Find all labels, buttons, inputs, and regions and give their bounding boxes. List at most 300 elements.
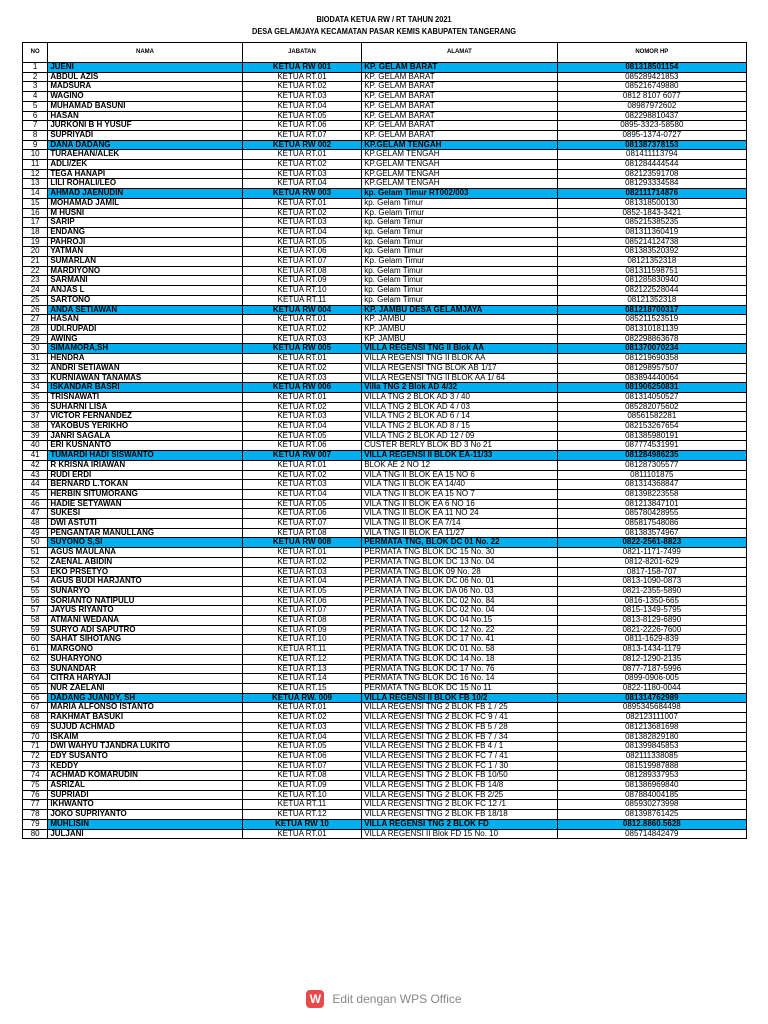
cell-nama: ZAENAL ABIDIN bbox=[48, 557, 242, 567]
cell-hp: 082153267654 bbox=[557, 422, 746, 432]
cell-alamat: VILA TNG II BLOK EA 11/27 bbox=[362, 528, 557, 538]
cell-hp: 081314368847 bbox=[557, 480, 746, 490]
cell-hp: 081285830940 bbox=[557, 276, 746, 286]
cell-no: 24 bbox=[23, 286, 48, 296]
cell-no: 74 bbox=[23, 771, 48, 781]
cell-nama: JUENI bbox=[48, 63, 242, 73]
table-row bbox=[23, 121, 747, 131]
table-row bbox=[23, 499, 747, 509]
cell-nama: JURKONI B H YUSUF bbox=[48, 121, 242, 131]
cell-hp: 0811101875 bbox=[557, 470, 746, 480]
cell-hp: 081387378153 bbox=[557, 140, 746, 150]
cell-jabatan: KETUA RT.13 bbox=[242, 664, 361, 674]
cell-jabatan: KETUA RT.11 bbox=[242, 645, 361, 655]
cell-alamat: VILLA REGENSI TNG II BLOK AA 1/ 64 bbox=[362, 373, 557, 383]
cell-hp: 0822-2561-8823 bbox=[557, 538, 746, 548]
cell-jabatan: KETUA RT.12 bbox=[242, 654, 361, 664]
table-row bbox=[23, 790, 747, 800]
cell-alamat: Kp. Gelam Timur bbox=[362, 257, 557, 267]
cell-hp: 085780428955 bbox=[557, 509, 746, 519]
cell-hp: 082123591708 bbox=[557, 169, 746, 179]
table-row bbox=[23, 800, 747, 810]
cell-alamat: KP.GELAM TENGAH bbox=[362, 160, 557, 170]
table-row bbox=[23, 519, 747, 529]
cell-jabatan: KETUA RT.05 bbox=[242, 237, 361, 247]
cell-nama: LILI ROHALI/LEO bbox=[48, 179, 242, 189]
table-row bbox=[23, 276, 747, 286]
cell-alamat: kp. Gelam Timur RT002/003 bbox=[362, 189, 557, 199]
cell-alamat: PERMATA TNG BLOK DC 06 No. 01 bbox=[362, 577, 557, 587]
cell-hp: 081906250831 bbox=[557, 383, 746, 393]
cell-alamat: KP. GELAM BARAT bbox=[362, 63, 557, 73]
cell-nama: SUNARYO bbox=[48, 586, 242, 596]
cell-no: 38 bbox=[23, 422, 48, 432]
cell-hp: 082123111007 bbox=[557, 713, 746, 723]
table-row bbox=[23, 451, 747, 461]
document-subtitle: DESA GELAMJAYA KECAMATAN PASAR KEMIS KABUPATEN TANGERANG bbox=[252, 27, 516, 36]
cell-nama: SARIP bbox=[48, 218, 242, 228]
cell-nama: SUMARLAN bbox=[48, 257, 242, 267]
cell-nama: JAYUS RIYANTO bbox=[48, 606, 242, 616]
table-row bbox=[23, 635, 747, 645]
cell-no: 6 bbox=[23, 111, 48, 121]
cell-no: 35 bbox=[23, 392, 48, 402]
table-row bbox=[23, 567, 747, 577]
cell-nama: SARTONO bbox=[48, 295, 242, 305]
cell-alamat: VILLA TNG 2 BLOK AD 3 / 40 bbox=[362, 392, 557, 402]
cell-no: 56 bbox=[23, 596, 48, 606]
cell-no: 26 bbox=[23, 305, 48, 315]
cell-alamat: VILLA REGENSI TNG II BLOK AA bbox=[362, 354, 557, 364]
cell-jabatan: KETUA RT.08 bbox=[242, 616, 361, 626]
cell-nama: RUDI ERDI bbox=[48, 470, 242, 480]
table-row bbox=[23, 160, 747, 170]
cell-alamat: KP. GELAM BARAT bbox=[362, 101, 557, 111]
cell-hp: 0815-1349-5795 bbox=[557, 606, 746, 616]
cell-alamat: PERMATA TNG BLOK DC 15 No. 30 bbox=[362, 548, 557, 558]
cell-nama: JOKO SUPRIYANTO bbox=[48, 810, 242, 820]
cell-no: 50 bbox=[23, 538, 48, 548]
cell-no: 62 bbox=[23, 654, 48, 664]
cell-jabatan: KETUA RT.11 bbox=[242, 295, 361, 305]
cell-no: 73 bbox=[23, 761, 48, 771]
cell-nama: ISKANDAR BASRI bbox=[48, 383, 242, 393]
cell-nama: IKHWANTO bbox=[48, 800, 242, 810]
table-row bbox=[23, 489, 747, 499]
cell-alamat: KP. JAMBU bbox=[362, 324, 557, 334]
table-row bbox=[23, 625, 747, 635]
table-row bbox=[23, 538, 747, 548]
cell-alamat: VILLA REGENSI TNG 2 BLOK FB 2/25 bbox=[362, 790, 557, 800]
table-row bbox=[23, 577, 747, 587]
cell-jabatan: KETUA RT.14 bbox=[242, 674, 361, 684]
cell-jabatan: KETUA RT.05 bbox=[242, 742, 361, 752]
cell-nama: ISKAIM bbox=[48, 732, 242, 742]
cell-nama: R KRISNA IRIAWAN bbox=[48, 460, 242, 470]
table-row bbox=[23, 130, 747, 140]
cell-jabatan: KETUA RW 004 bbox=[242, 305, 361, 315]
table-row bbox=[23, 509, 747, 519]
cell-alamat: Villa TNG 2 Blok AD 4/32 bbox=[362, 383, 557, 393]
cell-jabatan: KETUA RT.02 bbox=[242, 160, 361, 170]
cell-alamat: VILLA REGENSI TNG 2 BLOK FC 9 / 41 bbox=[362, 713, 557, 723]
table-row bbox=[23, 722, 747, 732]
cell-jabatan: KETUA RT.05 bbox=[242, 431, 361, 441]
cell-jabatan: KETUA RT.02 bbox=[242, 470, 361, 480]
cell-hp: 081213847101 bbox=[557, 499, 746, 509]
cell-no: 33 bbox=[23, 373, 48, 383]
table-row bbox=[23, 742, 747, 752]
cell-alamat: kp. Gelam Timur bbox=[362, 247, 557, 257]
cell-alamat: kp. Gelam Timur bbox=[362, 286, 557, 296]
cell-nama: UDI.RUPADI bbox=[48, 324, 242, 334]
cell-hp: 081385980191 bbox=[557, 431, 746, 441]
table-row bbox=[23, 305, 747, 315]
table-row bbox=[23, 480, 747, 490]
cell-nama: HERBIN SITUMORANG bbox=[48, 489, 242, 499]
cell-no: 64 bbox=[23, 674, 48, 684]
cell-no: 10 bbox=[23, 150, 48, 160]
table-row bbox=[23, 528, 747, 538]
table-row bbox=[23, 92, 747, 102]
cell-hp: 081370070234 bbox=[557, 344, 746, 354]
cell-nama: AGUS MAULANA bbox=[48, 548, 242, 558]
cell-alamat: VILLA REGENSI II Blok FD 15 No. 10 bbox=[362, 829, 557, 839]
cell-alamat: VILLA TNG 2 BLOK AD 4 / 03 bbox=[362, 402, 557, 412]
cell-alamat: VILLA REGENSI TNG 2 BLOK FB 7 / 34 bbox=[362, 732, 557, 742]
cell-hp: 0822-1180-0044 bbox=[557, 684, 746, 694]
cell-alamat: VILLA REGENSI II BLOK FB 10/2 bbox=[362, 693, 557, 703]
cell-no: 17 bbox=[23, 218, 48, 228]
cell-no: 48 bbox=[23, 519, 48, 529]
cell-alamat: PERMATA TNG BLOK DC 12 No. 22 bbox=[362, 625, 557, 635]
table-row bbox=[23, 392, 747, 402]
table-row bbox=[23, 548, 747, 558]
table-row bbox=[23, 829, 747, 839]
cell-nama: TURAEHAN/ALEK bbox=[48, 150, 242, 160]
cell-alamat: KP.GELAM TENGAH bbox=[362, 150, 557, 160]
cell-jabatan: KETUA RT.02 bbox=[242, 363, 361, 373]
cell-nama: PAHROJI bbox=[48, 237, 242, 247]
cell-jabatan: KETUA RT.05 bbox=[242, 111, 361, 121]
wps-footer[interactable] bbox=[0, 990, 768, 1008]
cell-hp: 0895345684498 bbox=[557, 703, 746, 713]
cell-alamat: kp. Gelam Timur bbox=[362, 266, 557, 276]
cell-jabatan: KETUA RT.03 bbox=[242, 722, 361, 732]
cell-hp: 085211523519 bbox=[557, 315, 746, 325]
cell-no: 79 bbox=[23, 819, 48, 829]
cell-alamat: VILA TNG II BLOK EA 14/40 bbox=[362, 480, 557, 490]
cell-nama: ADLI/ZEK bbox=[48, 160, 242, 170]
table-row bbox=[23, 431, 747, 441]
cell-no: 11 bbox=[23, 160, 48, 170]
cell-hp: 081311360419 bbox=[557, 227, 746, 237]
cell-jabatan: KETUA RT.10 bbox=[242, 286, 361, 296]
cell-no: 70 bbox=[23, 732, 48, 742]
cell-hp: 08561582281 bbox=[557, 412, 746, 422]
cell-hp: 0877-7187-5996 bbox=[557, 664, 746, 674]
cell-nama: DWI WAHYU TJANDRA LUKITO bbox=[48, 742, 242, 752]
cell-alamat: VILA TNG II BLOK EA 15 NO 6 bbox=[362, 470, 557, 480]
cell-alamat: VILLA REGENSI TNG II Blok AA bbox=[362, 344, 557, 354]
cell-hp: 0813-1090-0873 bbox=[557, 577, 746, 587]
cell-hp: 082298863678 bbox=[557, 334, 746, 344]
cell-hp: 081218700317 bbox=[557, 305, 746, 315]
cell-alamat: VILLA REGENSI TNG 2 BLOK FB 1 / 25 bbox=[362, 703, 557, 713]
cell-jabatan: KETUA RW 10 bbox=[242, 819, 361, 829]
table-row bbox=[23, 422, 747, 432]
table-row bbox=[23, 227, 747, 237]
cell-jabatan: KETUA RT.07 bbox=[242, 761, 361, 771]
cell-jabatan: KETUA RT.10 bbox=[242, 635, 361, 645]
cell-jabatan: KETUA RT.10 bbox=[242, 790, 361, 800]
cell-no: 3 bbox=[23, 82, 48, 92]
cell-no: 61 bbox=[23, 645, 48, 655]
cell-no: 34 bbox=[23, 383, 48, 393]
cell-alamat: KP.GELAM TENGAH bbox=[362, 140, 557, 150]
cell-alamat: KP. JAMBU bbox=[362, 334, 557, 344]
header-jabatan: JABATAN bbox=[242, 43, 361, 63]
cell-no: 44 bbox=[23, 480, 48, 490]
cell-hp: 081311598751 bbox=[557, 266, 746, 276]
cell-nama: SIMAMORA,SH bbox=[48, 344, 242, 354]
cell-hp: 081314762989 bbox=[557, 693, 746, 703]
cell-nama: PENGANTAR MANULLANG bbox=[48, 528, 242, 538]
header-no: NO bbox=[23, 43, 48, 63]
cell-jabatan: KETUA RW 007 bbox=[242, 451, 361, 461]
table-row bbox=[23, 208, 747, 218]
cell-jabatan: KETUA RT.01 bbox=[242, 72, 361, 82]
cell-hp: 0813-8129-6890 bbox=[557, 616, 746, 626]
cell-alamat: VILLA REGENSI TNG 2 BLOK FC 1 / 30 bbox=[362, 761, 557, 771]
cell-alamat: kp. Gelam Timur bbox=[362, 227, 557, 237]
table-row bbox=[23, 257, 747, 267]
table-row bbox=[23, 596, 747, 606]
cell-no: 65 bbox=[23, 684, 48, 694]
cell-nama: EKO PRSETYO bbox=[48, 567, 242, 577]
cell-jabatan: KETUA RT.07 bbox=[242, 130, 361, 140]
table-row bbox=[23, 179, 747, 189]
cell-alamat: PERMATA TNG BLOK DC 17 No. 41 bbox=[362, 635, 557, 645]
table-row bbox=[23, 664, 747, 674]
cell-alamat: PERMATA TNG BLOK DC 04 No.15 bbox=[362, 616, 557, 626]
cell-jabatan: KETUA RT.08 bbox=[242, 266, 361, 276]
cell-no: 45 bbox=[23, 489, 48, 499]
table-row bbox=[23, 616, 747, 626]
cell-jabatan: KETUA RT.06 bbox=[242, 596, 361, 606]
cell-hp: 081398761425 bbox=[557, 810, 746, 820]
header-nama: NAMA bbox=[48, 43, 242, 63]
table-row bbox=[23, 198, 747, 208]
cell-nama: SAHAT SIHOTANG bbox=[48, 635, 242, 645]
cell-jabatan: KETUA RT.03 bbox=[242, 412, 361, 422]
cell-jabatan: KETUA RT.01 bbox=[242, 354, 361, 364]
table-row bbox=[23, 237, 747, 247]
cell-hp: 08121352318 bbox=[557, 295, 746, 305]
cell-hp: 081287305577 bbox=[557, 460, 746, 470]
cell-alamat: kp. Gelam Timur bbox=[362, 198, 557, 208]
cell-alamat: kp. Gelam Timur bbox=[362, 276, 557, 286]
cell-alamat: VILLA TNG 2 BLOK AD 6 / 14 bbox=[362, 412, 557, 422]
cell-hp: 08987972602 bbox=[557, 101, 746, 111]
cell-jabatan: KETUA RT.06 bbox=[242, 441, 361, 451]
cell-nama: RAKHMAT BASUKI bbox=[48, 713, 242, 723]
cell-jabatan: KETUA RT.01 bbox=[242, 703, 361, 713]
cell-alamat: kp. Gelam Timur bbox=[362, 218, 557, 228]
cell-nama: YATMAN bbox=[48, 247, 242, 257]
cell-no: 8 bbox=[23, 130, 48, 140]
cell-hp: 081310181139 bbox=[557, 324, 746, 334]
cell-hp: 081382829180 bbox=[557, 732, 746, 742]
cell-no: 66 bbox=[23, 693, 48, 703]
cell-hp: 081399845853 bbox=[557, 742, 746, 752]
wps-edit-text[interactable]: Edit dengan WPS Office bbox=[332, 992, 462, 1006]
cell-nama: DWI ASTUTI bbox=[48, 519, 242, 529]
table-row bbox=[23, 460, 747, 470]
cell-nama: ANDA SETIAWAN bbox=[48, 305, 242, 315]
cell-no: 78 bbox=[23, 810, 48, 820]
cell-hp: 0852-1843-3421 bbox=[557, 208, 746, 218]
cell-hp: 087884004185 bbox=[557, 790, 746, 800]
cell-jabatan: KETUA RT.01 bbox=[242, 392, 361, 402]
cell-no: 12 bbox=[23, 169, 48, 179]
cell-hp: 085215385235 bbox=[557, 218, 746, 228]
table-row bbox=[23, 732, 747, 742]
cell-hp: 0813-1434-1179 bbox=[557, 645, 746, 655]
cell-no: 37 bbox=[23, 412, 48, 422]
table-row bbox=[23, 363, 747, 373]
cell-alamat: Kp. Gelam Timur bbox=[362, 208, 557, 218]
cell-hp: 0821-2355-5890 bbox=[557, 586, 746, 596]
cell-jabatan: KETUA RT.03 bbox=[242, 480, 361, 490]
cell-no: 63 bbox=[23, 664, 48, 674]
cell-alamat: KP.GELAM TENGAH bbox=[362, 169, 557, 179]
table-row bbox=[23, 150, 747, 160]
cell-no: 19 bbox=[23, 237, 48, 247]
cell-nama: SUYONO S,SI bbox=[48, 538, 242, 548]
cell-hp: 081219690358 bbox=[557, 354, 746, 364]
cell-no: 28 bbox=[23, 324, 48, 334]
table-row bbox=[23, 295, 747, 305]
table-row bbox=[23, 412, 747, 422]
table-row bbox=[23, 82, 747, 92]
cell-nama: YAKOBUS YERIKHO bbox=[48, 422, 242, 432]
cell-jabatan: KETUA RT.06 bbox=[242, 509, 361, 519]
cell-alamat: kp. Gelam Timur bbox=[362, 237, 557, 247]
cell-hp: 085817548086 bbox=[557, 519, 746, 529]
cell-alamat: PERMATA TNG BLOK DC 02 No. 84 bbox=[362, 596, 557, 606]
cell-nama: SUKESI bbox=[48, 509, 242, 519]
cell-hp: 081314050527 bbox=[557, 392, 746, 402]
cell-nama: AWING bbox=[48, 334, 242, 344]
cell-hp: 081383520392 bbox=[557, 247, 746, 257]
cell-hp: 081318500130 bbox=[557, 198, 746, 208]
cell-jabatan: KETUA RW 003 bbox=[242, 189, 361, 199]
cell-nama: BERNARD L.TOKAN bbox=[48, 480, 242, 490]
cell-no: 57 bbox=[23, 606, 48, 616]
cell-hp: 0821-2226-7600 bbox=[557, 625, 746, 635]
cell-hp: 0811-1629-839 bbox=[557, 635, 746, 645]
cell-no: 69 bbox=[23, 722, 48, 732]
table-row bbox=[23, 674, 747, 684]
cell-alamat: PERMATA TNG, BLOK DC 01 No. 22 bbox=[362, 538, 557, 548]
cell-nama: SUJUD ACHMAD bbox=[48, 722, 242, 732]
cell-alamat: CUSTER BERLY BLOK BD 3 No 21 bbox=[362, 441, 557, 451]
cell-no: 5 bbox=[23, 101, 48, 111]
cell-hp: 085714842479 bbox=[557, 829, 746, 839]
table-row bbox=[23, 654, 747, 664]
header-alamat: ALAMAT bbox=[362, 43, 557, 63]
cell-nama: ATMANI WEDANA bbox=[48, 616, 242, 626]
table-header-row bbox=[23, 43, 747, 63]
cell-jabatan: KETUA RT.01 bbox=[242, 150, 361, 160]
cell-nama: DANA DADANG bbox=[48, 140, 242, 150]
cell-nama: MUHAMAD BASUNI bbox=[48, 101, 242, 111]
document-title-block bbox=[0, 14, 768, 38]
cell-alamat: VILA TNG II BLOK EA 15 NO 7 bbox=[362, 489, 557, 499]
table-row bbox=[23, 354, 747, 364]
cell-jabatan: KETUA RW 002 bbox=[242, 140, 361, 150]
cell-hp: 0812-8201-629 bbox=[557, 557, 746, 567]
cell-no: 46 bbox=[23, 499, 48, 509]
table-row bbox=[23, 470, 747, 480]
cell-jabatan: KETUA RT.05 bbox=[242, 586, 361, 596]
cell-alamat: VILLA REGENSI TNG BLOK AB 1/17 bbox=[362, 363, 557, 373]
cell-no: 18 bbox=[23, 227, 48, 237]
cell-no: 16 bbox=[23, 208, 48, 218]
table-row bbox=[23, 819, 747, 829]
cell-no: 60 bbox=[23, 635, 48, 645]
cell-jabatan: KETUA RT.04 bbox=[242, 577, 361, 587]
cell-hp: 082122528044 bbox=[557, 286, 746, 296]
cell-nama: SUPRIYADI bbox=[48, 130, 242, 140]
cell-jabatan: KETUA RW 008 bbox=[242, 538, 361, 548]
table-row bbox=[23, 315, 747, 325]
cell-jabatan: KETUA RT.04 bbox=[242, 489, 361, 499]
cell-alamat: VILLA TNG 2 BLOK AD 12 / 09 bbox=[362, 431, 557, 441]
cell-nama: SUHARYONO bbox=[48, 654, 242, 664]
cell-hp: 0821-1171-7499 bbox=[557, 548, 746, 558]
cell-jabatan: KETUA RT.15 bbox=[242, 684, 361, 694]
cell-hp: 082111714876 bbox=[557, 189, 746, 199]
cell-no: 14 bbox=[23, 189, 48, 199]
cell-nama: ACHMAD KOMARUDIN bbox=[48, 771, 242, 781]
cell-jabatan: KETUA RT.08 bbox=[242, 771, 361, 781]
cell-jabatan: KETUA RW 005 bbox=[242, 344, 361, 354]
table-row bbox=[23, 751, 747, 761]
table-row bbox=[23, 111, 747, 121]
cell-no: 30 bbox=[23, 344, 48, 354]
cell-no: 20 bbox=[23, 247, 48, 257]
cell-jabatan: KETUA RT.01 bbox=[242, 460, 361, 470]
cell-no: 67 bbox=[23, 703, 48, 713]
cell-hp: 082298810437 bbox=[557, 111, 746, 121]
cell-hp: 085214124738 bbox=[557, 237, 746, 247]
cell-no: 42 bbox=[23, 460, 48, 470]
cell-jabatan: KETUA RT.03 bbox=[242, 92, 361, 102]
cell-jabatan: KETUA RT.02 bbox=[242, 324, 361, 334]
cell-no: 7 bbox=[23, 121, 48, 131]
table-row bbox=[23, 693, 747, 703]
cell-hp: 082111338085 bbox=[557, 751, 746, 761]
cell-no: 59 bbox=[23, 625, 48, 635]
cell-jabatan: KETUA RT.02 bbox=[242, 557, 361, 567]
cell-nama: HADIE SETYAWAN bbox=[48, 499, 242, 509]
cell-alamat: KP. GELAM BARAT bbox=[362, 130, 557, 140]
cell-alamat: KP. GELAM BARAT bbox=[362, 82, 557, 92]
cell-alamat: KP. GELAM BARAT bbox=[362, 92, 557, 102]
cell-nama: ABDUL AZIS bbox=[48, 72, 242, 82]
